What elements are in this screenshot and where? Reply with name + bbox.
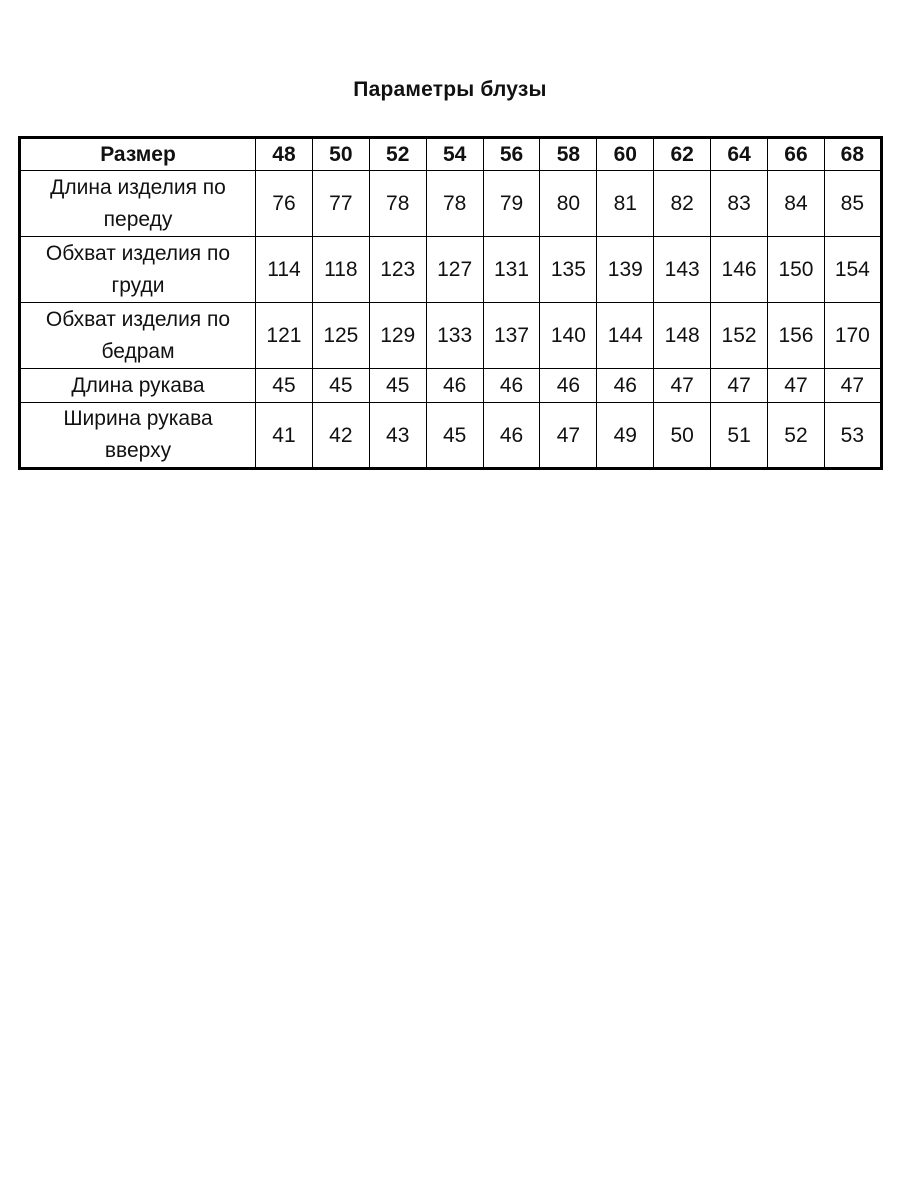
table-cell: 133 [426, 303, 483, 369]
table-cell: 47 [824, 369, 881, 403]
table-cell: 47 [711, 369, 768, 403]
size-table [18, 136, 883, 470]
table-cell: 139 [597, 237, 654, 303]
row-label [20, 403, 256, 469]
size-header-cell: 50 [312, 138, 369, 171]
row-label-line: вверху [104, 439, 172, 462]
table-row [20, 237, 882, 303]
table-cell: 47 [540, 403, 597, 469]
row-label-line: груди [111, 273, 165, 297]
row-label [20, 303, 256, 369]
size-header-cell: 48 [256, 138, 313, 171]
table-cell: 156 [768, 303, 825, 369]
table-cell: 45 [369, 369, 426, 403]
table-cell: 81 [597, 171, 654, 237]
table-cell: 45 [426, 403, 483, 469]
table-row [20, 403, 882, 469]
table-cell: 131 [483, 237, 540, 303]
row-label [20, 171, 256, 237]
table-cell: 46 [483, 369, 540, 403]
table-cell: 144 [597, 303, 654, 369]
table-cell: 46 [540, 369, 597, 403]
size-header-cell: 68 [824, 138, 881, 171]
table-cell: 121 [256, 303, 313, 369]
row-label-line: Обхват изделия по [45, 307, 231, 331]
row-label-line: Длина рукава [71, 373, 205, 397]
table-cell: 127 [426, 237, 483, 303]
table-cell: 79 [483, 171, 540, 237]
table-cell: 46 [597, 369, 654, 403]
table-cell: 47 [768, 369, 825, 403]
table-cell: 154 [824, 237, 881, 303]
table-cell: 43 [369, 403, 426, 469]
table-cell: 53 [824, 403, 881, 469]
table-cell: 47 [654, 369, 711, 403]
table-cell: 49 [597, 403, 654, 469]
table-cell: 129 [369, 303, 426, 369]
table-cell: 140 [540, 303, 597, 369]
size-header-cell: 62 [654, 138, 711, 171]
table-cell: 51 [711, 403, 768, 469]
table-cell: 77 [312, 171, 369, 237]
table-cell: 170 [824, 303, 881, 369]
row-label-line: Ширина рукава [63, 407, 213, 430]
table-cell: 85 [824, 171, 881, 237]
table-cell: 150 [768, 237, 825, 303]
table-header-row [20, 138, 882, 171]
table-cell: 46 [426, 369, 483, 403]
table-cell: 84 [768, 171, 825, 237]
table-cell: 123 [369, 237, 426, 303]
size-header-cell: 54 [426, 138, 483, 171]
table-cell: 76 [256, 171, 313, 237]
table-cell: 152 [711, 303, 768, 369]
row-label-line: Обхват изделия по [45, 241, 231, 265]
table-cell: 114 [256, 237, 313, 303]
table-cell: 82 [654, 171, 711, 237]
row-label [20, 237, 256, 303]
table-cell: 42 [312, 403, 369, 469]
size-header-cell: 64 [711, 138, 768, 171]
row-label-line: Длина изделия по [50, 175, 226, 199]
table-cell: 137 [483, 303, 540, 369]
page-title: Параметры блузы [353, 78, 547, 101]
table-cell: 125 [312, 303, 369, 369]
table-cell: 45 [312, 369, 369, 403]
table-cell: 41 [256, 403, 313, 469]
table-cell: 83 [711, 171, 768, 237]
row-label [20, 369, 256, 403]
size-header-cell: 60 [597, 138, 654, 171]
table-cell: 146 [711, 237, 768, 303]
table-row [20, 303, 882, 369]
table-cell: 52 [768, 403, 825, 469]
size-header-cell: 66 [768, 138, 825, 171]
size-header-label: Размер [20, 138, 256, 171]
table-cell: 118 [312, 237, 369, 303]
row-label-line: переду [103, 207, 173, 231]
table-cell: 148 [654, 303, 711, 369]
table-cell: 135 [540, 237, 597, 303]
size-header-cell: 56 [483, 138, 540, 171]
table-cell: 50 [654, 403, 711, 469]
table-cell: 45 [256, 369, 313, 403]
size-header-cell: 58 [540, 138, 597, 171]
table-cell: 78 [426, 171, 483, 237]
size-header-cell: 52 [369, 138, 426, 171]
table-cell: 80 [540, 171, 597, 237]
table-row [20, 369, 882, 403]
table-cell: 78 [369, 171, 426, 237]
table-cell: 46 [483, 403, 540, 469]
table-row [20, 171, 882, 237]
table-cell: 143 [654, 237, 711, 303]
row-label-line: бедрам [101, 339, 175, 363]
